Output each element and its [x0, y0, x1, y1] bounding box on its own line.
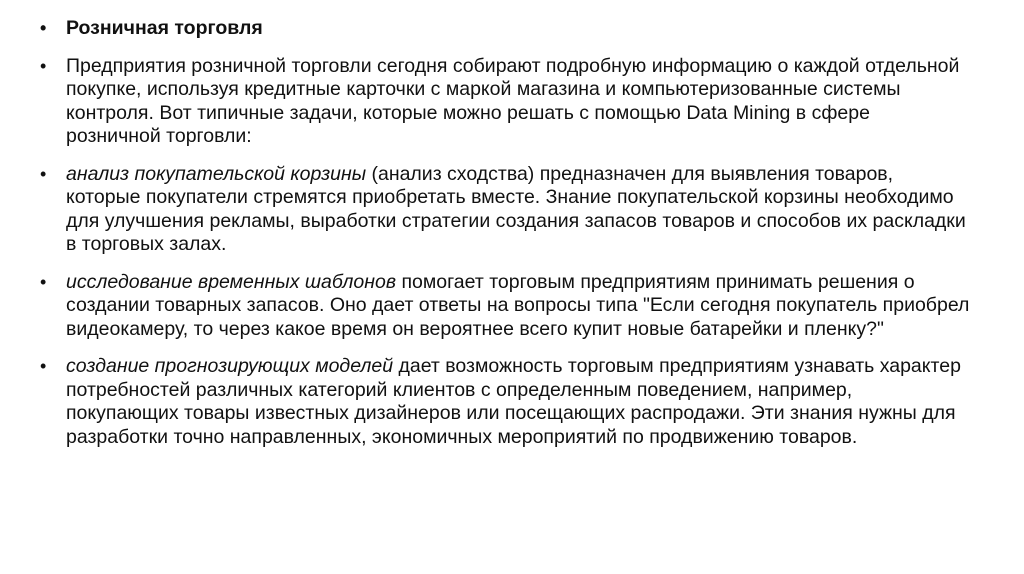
- bullet-list: [40, 17, 970, 463]
- item-term: исследование временных шаблонов: [66, 270, 397, 293]
- list-item: [40, 271, 970, 342]
- intro-text: Предприятия розничной торговли сегодня собирают подробную информацию о каждой отдельной покупке, используя кредитные карточки с маркой магазина и компьютеризованные системы контроля. Вот типичные задачи, которые можно решать с помощью Data Mining в сфере розничной торговли:: [66, 54, 960, 147]
- item-text: (анализ сходства) предназначен для выявления товаров, которые покупатели стремятся приобретать вместе. Знание покупательской корзины необходимо для улучшения рекламы, выработки стратегии создания запасов товаров и способов их раскладки в торговых залах.: [66, 162, 966, 255]
- item-term: создание прогнозирующих моделей: [66, 355, 394, 377]
- item-term: анализ покупательской корзины: [66, 162, 367, 185]
- list-item: [40, 355, 970, 449]
- heading-bullet: [40, 17, 970, 41]
- list-item: [40, 163, 970, 257]
- item-text: помогает торговым предприятиям принимать решения о создании товарных запасов. Оно дает ответы на вопросы типа "Если сегодня покупатель приобрел видеокамеру, то через какое время он вероятнее всего купит новые батарейки и пленку?": [66, 270, 970, 340]
- intro-bullet: [40, 55, 970, 149]
- item-text: дает возможность торговым предприятиям узнавать характер потребностей различных категорий клиентов с определенным поведением, например, покупающих товары известных дизайнеров или посещающих распродажи. Эти знания нужны для разработки точно направленных, экономичных мероприятий по продвижению товаров.: [66, 355, 961, 448]
- slide-heading: Розничная торговля: [66, 17, 263, 39]
